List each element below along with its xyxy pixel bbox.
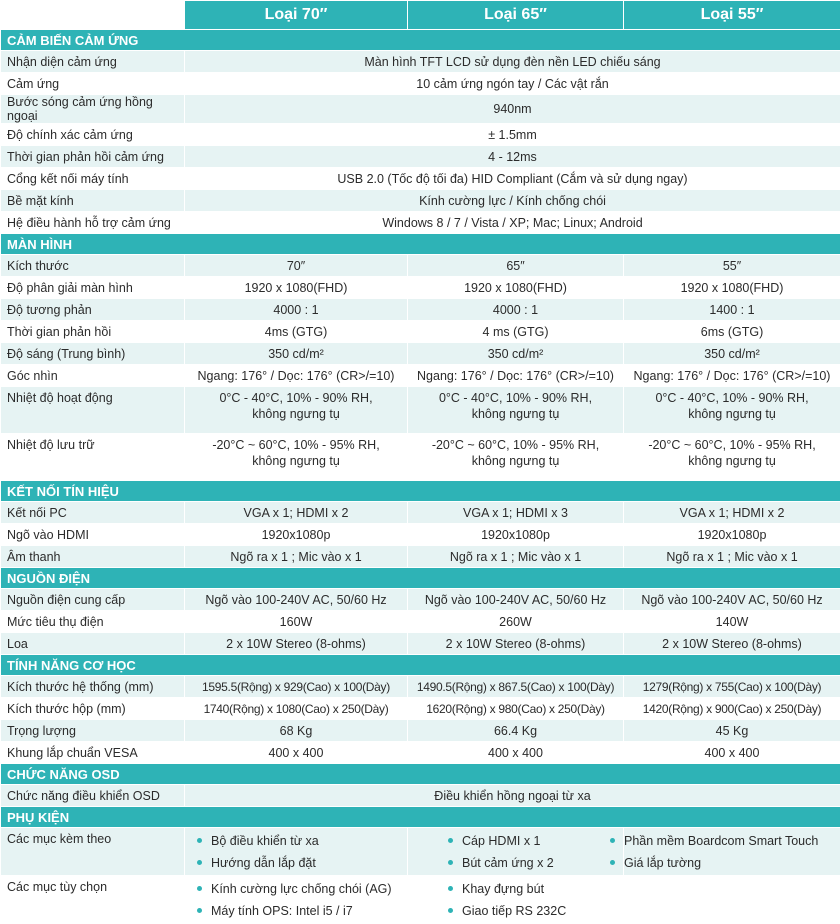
spec-label: Kích thước hệ thống (mm) (1, 676, 185, 698)
spec-label: Loa (1, 633, 185, 655)
section-signal (1, 481, 840, 502)
spec-row (1, 785, 840, 807)
section-title: CHỨC NĂNG OSD (1, 764, 840, 785)
list-item: Bút cảm ứng x 2 (408, 853, 623, 875)
spec-value: 2 x 10W Stereo (8-ohms) (408, 633, 624, 655)
spec-row (1, 343, 840, 365)
spec-value: 2 x 10W Stereo (8-ohms) (185, 633, 408, 655)
spec-value: 4000 : 1 (408, 299, 624, 321)
list-item: Khay đựng bút (408, 879, 623, 901)
accessory-list (408, 876, 624, 924)
spec-value: Ngang: 176° / Dọc: 176° (CR>/=10) (185, 365, 408, 387)
spec-value: Ngõ ra x 1 ; Mic vào x 1 (185, 546, 408, 568)
spec-label: Nguồn điện cung cấp (1, 589, 185, 611)
spec-value: 1920x1080p (185, 524, 408, 546)
spec-value: 66.4 Kg (408, 720, 624, 742)
spec-row (1, 73, 840, 95)
spec-value: 4ms (GTG) (185, 321, 408, 343)
spec-row (1, 720, 840, 742)
spec-value: VGA x 1; HDMI x 2 (624, 502, 840, 524)
section-title: TÍNH NĂNG CƠ HỌC (1, 655, 840, 676)
spec-label: Cảm ứng (1, 73, 185, 95)
list-item: Bộ điều khiển từ xa (185, 831, 407, 853)
spec-row (1, 589, 840, 611)
accessory-list (185, 828, 408, 876)
spec-row (1, 546, 840, 568)
spec-value: Ngang: 176° / Dọc: 176° (CR>/=10) (624, 365, 840, 387)
spec-label: Trọng lượng (1, 720, 185, 742)
spec-label: Bề mặt kính (1, 190, 185, 212)
spec-value: Ngõ vào 100-240V AC, 50/60 Hz (408, 589, 624, 611)
spec-value: Kính cường lực / Kính chống chói (185, 190, 840, 212)
spec-label: Kích thước hộp (mm) (1, 698, 185, 720)
spec-row (1, 633, 840, 655)
spec-value: Ngõ vào 100-240V AC, 50/60 Hz (185, 589, 408, 611)
spec-label: Thời gian phản hồi (1, 321, 185, 343)
spec-value: 1279(Rộng) x 755(Cao) x 100(Dày) (624, 676, 840, 698)
spec-value: 4 - 12ms (185, 146, 840, 168)
header-model-65: Loại 65″ (408, 1, 624, 30)
spec-row (1, 387, 840, 434)
list-item: Giao tiếp RS 232C (408, 901, 623, 923)
header-blank (1, 1, 185, 30)
spec-value: USB 2.0 (Tốc độ tối đa) HID Compliant (Cắm và sử dụng ngay) (185, 168, 840, 190)
spec-row (1, 524, 840, 546)
section-title: PHỤ KIỆN (1, 807, 840, 828)
spec-value: 400 x 400 (185, 742, 408, 764)
spec-value: 260W (408, 611, 624, 633)
accessory-list (185, 876, 408, 924)
section-accessories (1, 807, 840, 828)
spec-value: 1490.5(Rộng) x 867.5(Cao) x 100(Dày) (408, 676, 624, 698)
spec-value: 160W (185, 611, 408, 633)
spec-label: Độ chính xác cảm ứng (1, 124, 185, 146)
spec-label: Kết nối PC (1, 502, 185, 524)
spec-value: 0°C - 40°C, 10% - 90% RH, không ngưng tụ (185, 387, 408, 434)
spec-value: ± 1.5mm (185, 124, 840, 146)
spec-value: Ngõ vào 100-240V AC, 50/60 Hz (624, 589, 840, 611)
spec-label: Cổng kết nối máy tính (1, 168, 185, 190)
spec-row (1, 168, 840, 190)
spec-value: 1740(Rộng) x 1080(Cao) x 250(Dày) (185, 698, 408, 720)
bullet-icon (448, 860, 453, 865)
spec-row (1, 698, 840, 720)
spec-value: 400 x 400 (624, 742, 840, 764)
list-item: Phần mềm Boardcom Smart Touch (624, 831, 840, 853)
spec-row (1, 277, 840, 299)
bullet-icon (448, 838, 453, 843)
spec-value: 1400 : 1 (624, 299, 840, 321)
spec-row (1, 51, 840, 73)
spec-value: 1595.5(Rộng) x 929(Cao) x 100(Dày) (185, 676, 408, 698)
section-touch (1, 30, 840, 51)
list-item: Cáp HDMI x 1 (408, 831, 623, 853)
spec-value: 4000 : 1 (185, 299, 408, 321)
spec-value: 1620(Rộng) x 980(Cao) x 250(Dày) (408, 698, 624, 720)
section-title: KẾT NỐI TÍN HIỆU (1, 481, 840, 502)
spec-row (1, 321, 840, 343)
spec-value: 0°C - 40°C, 10% - 90% RH, không ngưng tụ (408, 387, 624, 434)
spec-value: 2 x 10W Stereo (8-ohms) (624, 633, 840, 655)
accessory-list (624, 828, 840, 876)
spec-value: 140W (624, 611, 840, 633)
spec-value: 1920 x 1080(FHD) (408, 277, 624, 299)
section-title: MÀN HÌNH (1, 234, 840, 255)
list-item: Máy tính OPS: Intel i5 / i7 (185, 901, 407, 923)
spec-value: 0°C - 40°C, 10% - 90% RH, không ngưng tụ (624, 387, 840, 434)
spec-row (1, 212, 840, 234)
spec-value: 940nm (185, 95, 840, 124)
spec-label: Âm thanh (1, 546, 185, 568)
spec-label: Bước sóng cảm ứng hồng ngoại (1, 95, 185, 124)
spec-row (1, 502, 840, 524)
spec-row (1, 124, 840, 146)
spec-label: Các mục kèm theo (1, 828, 185, 876)
spec-value: 10 cảm ứng ngón tay / Các vật rắn (185, 73, 840, 95)
spec-row (1, 365, 840, 387)
spec-label: Góc nhìn (1, 365, 185, 387)
spec-row (1, 146, 840, 168)
spec-value: Điều khiển hồng ngoại từ xa (185, 785, 840, 807)
spec-value: Ngõ ra x 1 ; Mic vào x 1 (408, 546, 624, 568)
accessory-row-optional (1, 876, 840, 924)
spec-value: 1920x1080p (624, 524, 840, 546)
spec-value: 70″ (185, 255, 408, 277)
bullet-icon (197, 860, 202, 865)
spec-value: 45 Kg (624, 720, 840, 742)
bullet-icon (197, 886, 202, 891)
section-display (1, 234, 840, 255)
spec-row (1, 95, 840, 124)
spec-value: Ngang: 176° / Dọc: 176° (CR>/=10) (408, 365, 624, 387)
spec-value: -20°C ~ 60°C, 10% - 95% RH, không ngưng tụ (624, 434, 840, 481)
spec-label: Mức tiêu thụ điện (1, 611, 185, 633)
accessory-list-empty (624, 876, 840, 924)
spec-value: 65″ (408, 255, 624, 277)
spec-value: 1920 x 1080(FHD) (624, 277, 840, 299)
list-item: Giá lắp tường (624, 853, 840, 875)
spec-label: Nhận diện cảm ứng (1, 51, 185, 73)
spec-value: Windows 8 / 7 / Vista / XP; Mac; Linux; Android (185, 212, 840, 234)
spec-value: 1920 x 1080(FHD) (185, 277, 408, 299)
spec-value: 68 Kg (185, 720, 408, 742)
section-mech (1, 655, 840, 676)
spec-label: Nhiệt độ hoạt động (1, 387, 185, 434)
spec-label: Ngõ vào HDMI (1, 524, 185, 546)
section-title: CẢM BIẾN CẢM ỨNG (1, 30, 840, 51)
spec-value: 400 x 400 (408, 742, 624, 764)
spec-label: Hệ điều hành hỗ trợ cảm ứng (1, 212, 185, 234)
accessory-row-included (1, 828, 840, 876)
spec-value: Màn hình TFT LCD sử dụng đèn nền LED chiếu sáng (185, 51, 840, 73)
spec-row (1, 255, 840, 277)
section-osd (1, 764, 840, 785)
header-row (1, 1, 840, 30)
list-item: Kính cường lực chống chói (AG) (185, 879, 407, 901)
spec-value: 1920x1080p (408, 524, 624, 546)
section-title: NGUỒN ĐIỆN (1, 568, 840, 589)
spec-row (1, 611, 840, 633)
spec-label: Các mục tùy chọn (1, 876, 185, 924)
spec-label: Khung lắp chuẩn VESA (1, 742, 185, 764)
spec-row (1, 676, 840, 698)
spec-value: 4 ms (GTG) (408, 321, 624, 343)
spec-row (1, 190, 840, 212)
spec-label: Độ phân giải màn hình (1, 277, 185, 299)
spec-row (1, 742, 840, 764)
accessory-list (408, 828, 624, 876)
spec-value: 6ms (GTG) (624, 321, 840, 343)
spec-value: -20°C ~ 60°C, 10% - 95% RH, không ngưng tụ (185, 434, 408, 481)
bullet-icon (448, 886, 453, 891)
spec-value: 1420(Rộng) x 900(Cao) x 250(Dày) (624, 698, 840, 720)
spec-value: VGA x 1; HDMI x 2 (185, 502, 408, 524)
spec-label: Kích thước (1, 255, 185, 277)
spec-value: 350 cd/m² (185, 343, 408, 365)
list-item: Hướng dẫn lắp đặt (185, 853, 407, 875)
section-power (1, 568, 840, 589)
header-model-70: Loại 70″ (185, 1, 408, 30)
spec-value: -20°C ~ 60°C, 10% - 95% RH, không ngưng tụ (408, 434, 624, 481)
spec-label: Thời gian phản hồi cảm ứng (1, 146, 185, 168)
spec-value: 350 cd/m² (624, 343, 840, 365)
spec-label: Nhiệt độ lưu trữ (1, 434, 185, 481)
spec-value: 350 cd/m² (408, 343, 624, 365)
spec-value: 55″ (624, 255, 840, 277)
spec-row (1, 299, 840, 321)
header-model-55: Loại 55″ (624, 1, 840, 30)
spec-label: Chức năng điều khiển OSD (1, 785, 185, 807)
spec-value: Ngõ ra x 1 ; Mic vào x 1 (624, 546, 840, 568)
bullet-icon (197, 838, 202, 843)
spec-value: VGA x 1; HDMI x 3 (408, 502, 624, 524)
spec-row (1, 434, 840, 481)
spec-label: Độ tương phản (1, 299, 185, 321)
spec-label: Độ sáng (Trung bình) (1, 343, 185, 365)
